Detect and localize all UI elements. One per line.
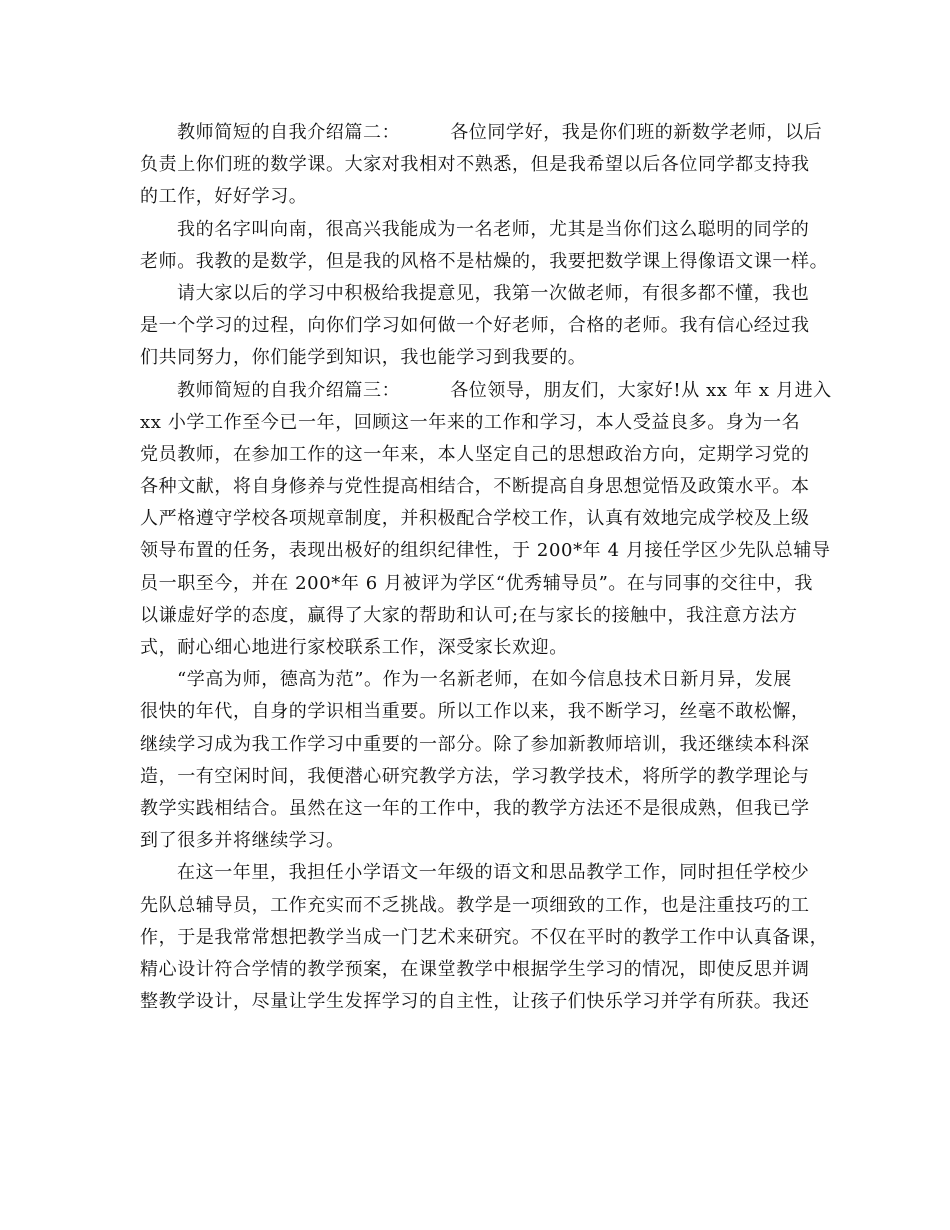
text-line: 员一职至今，并在 200*年 6 月被评为学区“优秀辅导员”。在与同事的交往中，我 — [140, 572, 813, 594]
text-line: 以谦虚好学的态度，赢得了大家的帮助和认可;在与家长的接触中，我注意方法方 — [140, 604, 798, 626]
text-line: 到了很多并将继续学习。 — [140, 830, 345, 852]
document-body — [140, 117, 832, 1018]
paragraph-intro-3 — [140, 375, 832, 665]
section-heading-2: 教师简短的自我介绍篇二： — [177, 122, 401, 143]
text-line: 造，一有空闲时间，我便潜心研究教学方法，学习教学技术，将所学的教学理论与 — [140, 765, 810, 787]
text-line: 整教学设计，尽量让学生发挥学习的自主性，让孩子们快乐学习并学有所获。我还 — [140, 991, 810, 1013]
text-line: 教师简短的自我介绍篇三： 各位领导，朋友们，大家好!从 xx 年 x 月进入 — [177, 379, 832, 401]
text-line: 各种文献，将自身修养与党性提高相结合，不断提高自身思想觉悟及政策水平。本 — [140, 476, 810, 498]
text-line: 的工作，好好学习。 — [140, 186, 308, 208]
text-line: 继续学习成为我工作学习中重要的一部分。除了参加新教师培训，我还继续本科深 — [140, 733, 810, 755]
text-line: 作，于是我常常想把教学当成一门艺术来研究。不仅在平时的教学工作中认真备课， — [140, 926, 829, 948]
section-heading-3: 教师简短的自我介绍篇三： — [177, 379, 401, 401]
paragraph-name — [140, 214, 829, 278]
text-line: 领导布置的任务，表现出极好的组织纪律性，于 200*年 4 月接任学区少先队总辅导 — [140, 540, 831, 562]
text-line: 我的名字叫向南，很高兴我能成为一名老师，尤其是当你们这么聪明的同学的 — [177, 218, 810, 240]
paragraph-teaching — [140, 857, 829, 1018]
text-line: 负责上你们班的数学课。大家对我相对不熟悉，但是我希望以后各位同学都支持我 — [140, 154, 810, 176]
text-line: 是一个学习的过程，向你们学习如何做一个好老师，合格的老师。我有信心经过我 — [140, 315, 810, 337]
text-line: 老师。我教的是数学，但是我的风格不是枯燥的，我要把数学课上得像语文课一样。 — [140, 250, 829, 272]
text-line: 精心设计符合学情的教学预案，在课堂教学中根据学生学习的情况，即使反思并调 — [140, 958, 810, 980]
text-line: “学高为师，德高为范”。作为一名新老师，在如今信息技术日新月异，发展 — [177, 669, 792, 691]
text-line: 在这一年里，我担任小学语文一年级的语文和思品教学工作，同时担任学校少 — [177, 862, 810, 884]
text-line: 教学实践相结合。虽然在这一年的工作中，我的教学方法还不是很成熟，但我已学 — [140, 797, 810, 819]
paragraph-learning — [140, 664, 816, 857]
paragraph-advice — [140, 278, 816, 375]
text-line: 人严格遵守学校各项规章制度，并积极配合学校工作，认真有效地完成学校及上级 — [140, 508, 810, 530]
text-line: xx 小学工作至今已一年，回顾这一年来的工作和学习，本人受益良多。身为一名 — [140, 411, 801, 433]
text-line: 先队总辅导员，工作充实而不乏挑战。教学是一项细致的工作，也是注重技巧的工 — [140, 894, 810, 916]
text-line: 式，耐心细心地进行家校联系工作，深受家长欢迎。 — [140, 637, 568, 658]
text-line: 教师简短的自我介绍篇二： 各位同学好，我是你们班的新数学老师，以后 — [177, 122, 823, 143]
text-line: 党员教师，在参加工作的这一年来，本人坚定自己的思想政治方向，定期学习党的 — [140, 443, 810, 465]
text-line: 们共同努力，你们能学到知识，我也能学习到我要的。 — [140, 347, 587, 369]
text-line: 请大家以后的学习中积极给我提意见，我第一次做老师，有很多都不懂，我也 — [177, 282, 810, 304]
paragraph-intro-2 — [140, 117, 823, 214]
text-line: 很快的年代，自身的学识相当重要。所以工作以来，我不断学习，丝毫不敢松懈， — [140, 701, 810, 723]
